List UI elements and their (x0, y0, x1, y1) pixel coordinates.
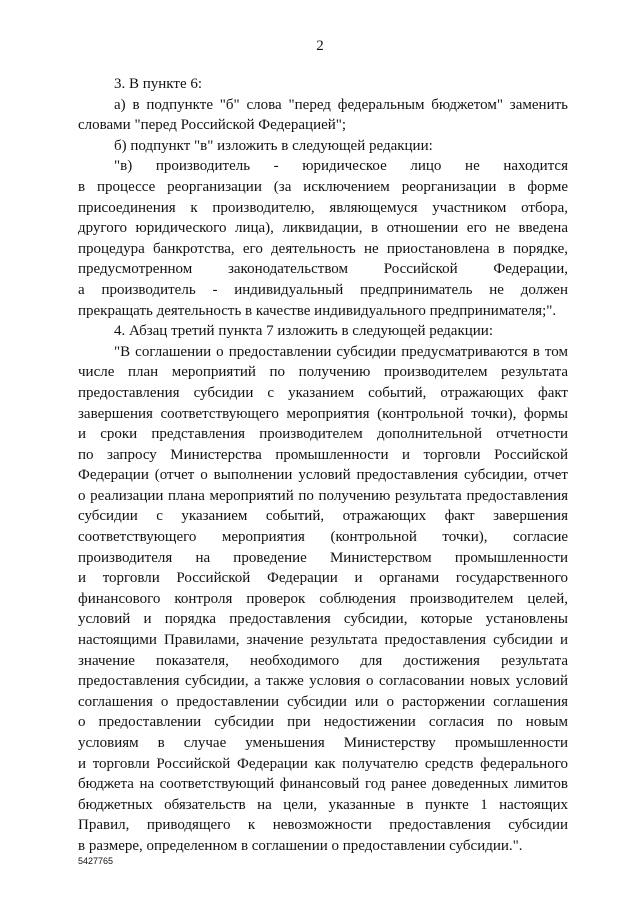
quote-4-line: бюджетных обязательств на цели, указанные в пункте 1 настоящих (78, 796, 568, 813)
document-code: 5427765 (78, 856, 114, 866)
section-3-heading: 3. В пункте 6: (114, 76, 203, 92)
quote-4-line: субсидии с указанием событий, отражающих факт завершения (78, 508, 568, 525)
quote-4-line: соглашения о предоставлении субсидии или о расторжении соглашения (78, 693, 568, 710)
quote-4-line: "В соглашении о предоставлении субсидии предусматриваются в том (114, 343, 568, 360)
page-number: 2 (316, 38, 324, 54)
quote-4-line: финансового контроля проверок соблюдения производителем целей, (78, 590, 568, 607)
quote-4-line: условиям в случае уменьшения Министерству промышленности (78, 735, 568, 751)
quote-3-line: присоединения к производителю, являющемуся участником отбора, (78, 199, 568, 216)
quote-4-line: предоставления субсидии, а также условия о согласовании новых условий (78, 673, 568, 690)
quote-3-line: "в) производитель - юридическое лицо не находится (114, 158, 568, 175)
quote-4-line: о реализации плана мероприятий по получению результата предоставления (78, 487, 568, 504)
quote-4-line: в размере, определенном в соглашении о предоставлении субсидии.". (78, 837, 523, 854)
quote-3-line: предусмотренном законодательством Российской Федерации, (78, 261, 568, 278)
quote-4-line: завершения соответствующего мероприятия (контрольной точки), формы (78, 405, 568, 422)
quote-3-line: процедура банкротства, его деятельность не приостановлена в порядке, (78, 240, 568, 257)
item-b: б) подпункт "в" изложить в следующей редакции: (114, 137, 433, 154)
quote-4-line: Правил, приводящего к невозможности предоставления субсидии (78, 817, 568, 834)
quote-3-line: а производитель - индивидуальный предприниматель не должен (78, 281, 568, 298)
quote-4-line: по запросу Министерства промышленности и торговли Российской (78, 446, 568, 463)
quote-4-line: Федерации (отчет о выполнении условий предоставления субсидии, отчет (78, 467, 568, 484)
item-a-line-2: словами "перед Российской Федерацией"; (78, 117, 347, 134)
quote-4-line: значение показателя, необходимого для достижения результата (78, 652, 568, 669)
document-body (78, 74, 568, 857)
quote-4-line: настоящими Правилами, значение результата предоставления субсидии и (78, 632, 568, 649)
quote-4-line: соответствующего мероприятия (контрольной точки), согласие (78, 529, 568, 546)
quote-4-line: условий и порядка предоставления субсидии, которые установлены (78, 611, 568, 628)
section-4-heading: 4. Абзац третий пункта 7 изложить в следующей редакции: (114, 323, 494, 340)
item-a-line-1: а) в подпункте "б" слова "перед федеральным бюджетом" заменить (114, 96, 568, 113)
quote-3-line: прекращать деятельность в качестве индивидуального предпринимателя;". (78, 302, 557, 319)
quote-4-line: и торговли Российской Федерации как получателю средств федерального (78, 755, 568, 772)
quote-3-line: другого юридического лица), ликвидации, в отношении его не введена (78, 220, 568, 237)
quote-4-line: числе план мероприятий по получению производителем результата (78, 364, 568, 381)
quote-4-line: предоставления субсидии с указанием событий, отражающих факт (78, 384, 568, 401)
quote-4-line: бюджета на соответствующий финансовый год ранее доведенных лимитов (78, 776, 568, 793)
quote-4-line: производителя на проведение Министерством промышленности (78, 549, 568, 566)
quote-4-line: о предоставлении субсидии при недостижении согласия по новым (78, 714, 568, 731)
quote-4-line: и сроки представления производителем дополнительной отчетности (78, 426, 568, 443)
quote-3-line: в процессе реорганизации (за исключением реорганизации в форме (78, 178, 568, 195)
quote-4-line: и торговли Российской Федерации и органами государственного (78, 570, 568, 587)
